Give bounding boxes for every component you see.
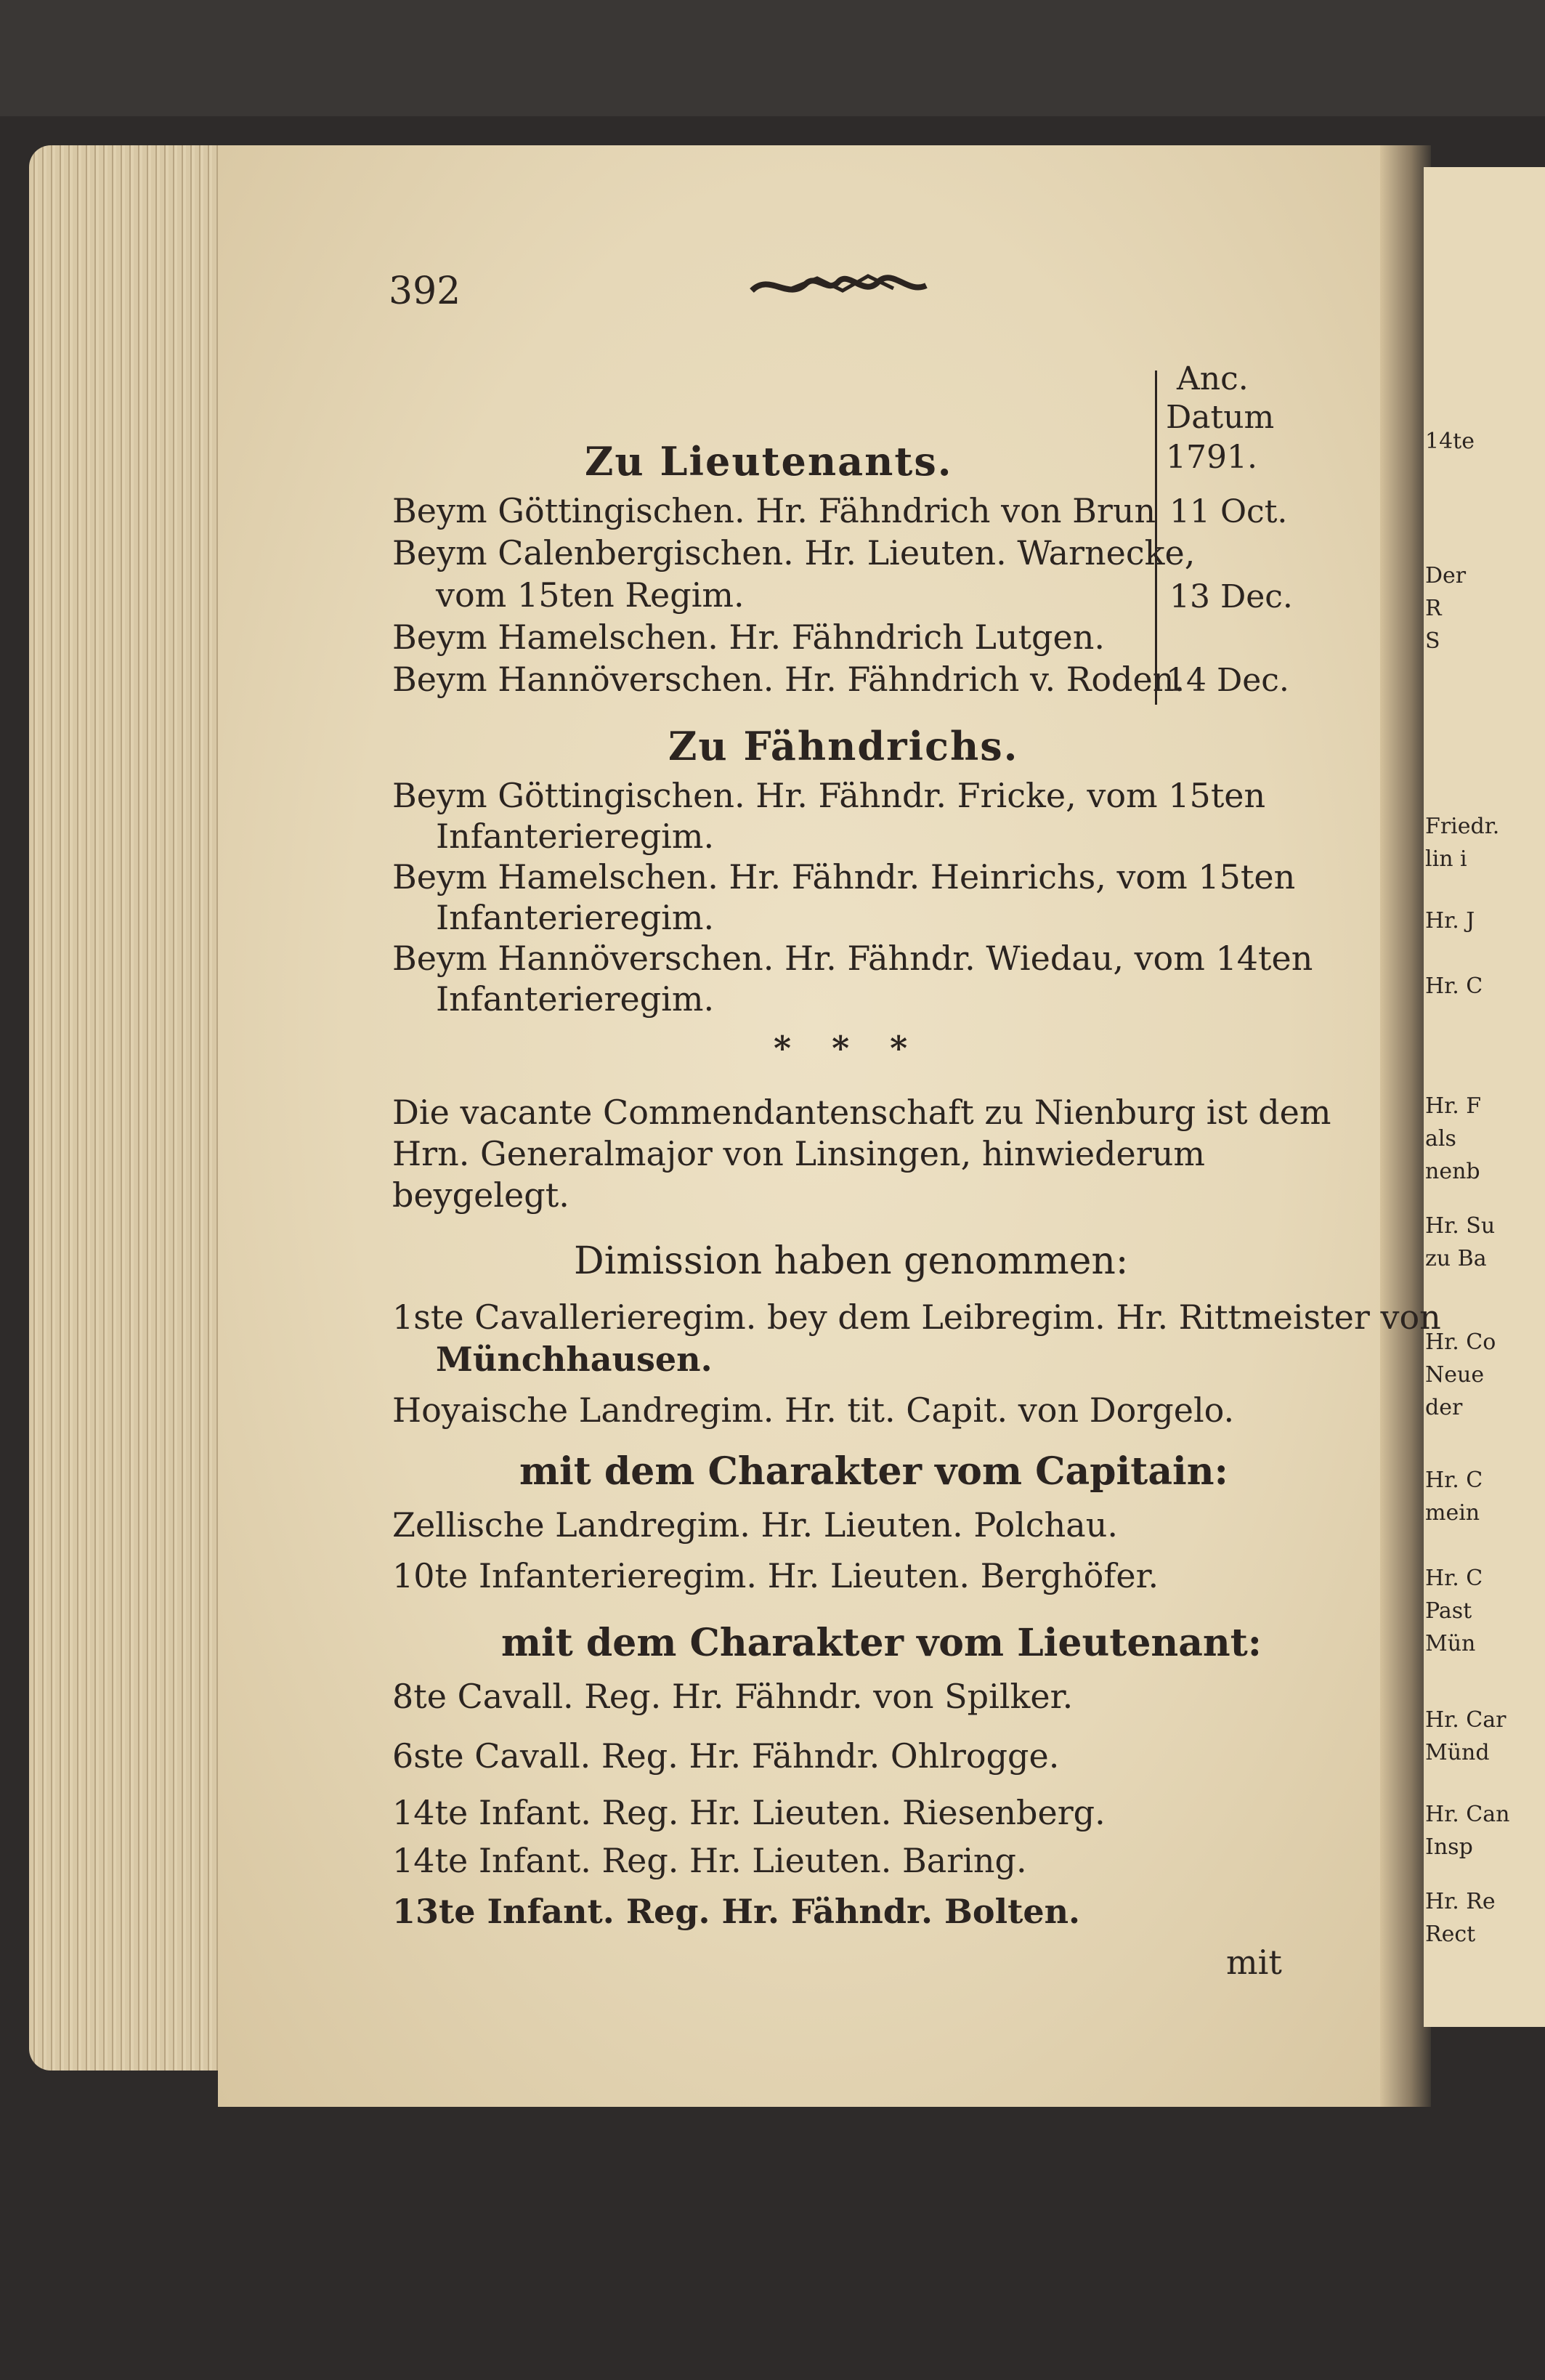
- col-header-anc: Anc.: [1177, 360, 1249, 397]
- next-page-fragment: Hr. C: [1425, 1468, 1483, 1493]
- next-page-fragment: mein: [1425, 1500, 1480, 1526]
- entry-line: Beym Hannöverschen. Hr. Fähndrich v. Roden.: [392, 660, 1185, 699]
- entry-line: Beym Hamelschen. Hr. Fähndr. Heinrichs, vom 15ten: [392, 857, 1296, 896]
- asterism: * * *: [774, 1029, 922, 1068]
- next-page-edge: [1424, 167, 1545, 2027]
- entry-line: Beym Göttingischen. Hr. Fähndrich von Brun: [392, 491, 1156, 530]
- next-page-fragment: Rect: [1425, 1922, 1476, 1947]
- entry-line: 6ste Cavall. Reg. Hr. Fähndr. Ohlrogge.: [392, 1736, 1060, 1776]
- next-page-fragment: lin i: [1425, 846, 1467, 872]
- next-page-fragment: R: [1425, 596, 1442, 621]
- next-page-fragment: Mün: [1425, 1631, 1476, 1656]
- entry-line: vom 15ten Regim.: [436, 575, 745, 615]
- entry-line: 13te Infant. Reg. Hr. Fähndr. Bolten.: [392, 1892, 1081, 1931]
- entry-line: Beym Hannöverschen. Hr. Fähndr. Wiedau, vom 14ten: [392, 939, 1313, 978]
- next-page-fragment: Hr. Re: [1425, 1889, 1496, 1914]
- entry-line: 14te Infant. Reg. Hr. Lieuten. Riesenberg.: [392, 1793, 1106, 1832]
- next-page-fragment: Neue: [1425, 1362, 1485, 1388]
- entry-line: Infanterieregim.: [436, 979, 715, 1019]
- entry-line: 1ste Cavallerieregim. bey dem Leibregim. Hr. Rittmeister von: [392, 1298, 1441, 1337]
- section-heading-capitain: mit dem Charakter vom Capitain:: [519, 1449, 1228, 1494]
- next-page-fragment: Hr. Su: [1425, 1213, 1496, 1239]
- paragraph-line: beygelegt.: [392, 1175, 569, 1215]
- entry-line: Zellische Landregim. Hr. Lieuten. Polchau.: [392, 1505, 1118, 1545]
- entry-line: Münchhausen.: [436, 1340, 713, 1379]
- entry-line: Infanterieregim.: [436, 817, 715, 856]
- ornament-flourish-icon: [748, 265, 930, 309]
- section-heading-lieutenant: mit dem Charakter vom Lieutenant:: [501, 1621, 1262, 1665]
- section-heading-faehndrichs: Zu Fähndrichs.: [668, 723, 1019, 769]
- entry-date: 13 Dec.: [1169, 578, 1293, 615]
- next-page-fragment: Hr. Car: [1425, 1707, 1507, 1733]
- entry-line: Beym Göttingischen. Hr. Fähndr. Fricke, vom 15ten: [392, 776, 1266, 815]
- next-page-fragment: Münd: [1425, 1740, 1490, 1765]
- next-page-fragment: der: [1425, 1395, 1463, 1420]
- next-page-fragment: Der: [1425, 563, 1467, 588]
- paragraph-line: Die vacante Commendantenschaft zu Nienburg ist dem: [392, 1093, 1331, 1132]
- col-header-datum: Datum: [1166, 399, 1275, 436]
- catchword: mit: [1226, 1943, 1282, 1982]
- entry-date: 14 Dec.: [1166, 662, 1289, 699]
- entry-date: 11 Oct.: [1169, 493, 1288, 530]
- paragraph-line: Hrn. Generalmajor von Linsingen, hinwiederum: [392, 1134, 1206, 1173]
- next-page-fragment: Friedr.: [1425, 814, 1500, 839]
- next-page-fragment: Hr. C: [1425, 1566, 1483, 1591]
- next-page-fragment: Insp: [1425, 1834, 1473, 1860]
- next-page-fragment: Hr. C: [1425, 974, 1483, 999]
- entry-line: 10te Infanterieregim. Hr. Lieuten. Berghöfer.: [392, 1556, 1159, 1595]
- next-page-fragment: 14te: [1425, 429, 1475, 454]
- next-page-fragment: Past: [1425, 1598, 1472, 1624]
- next-page-fragment: zu Ba: [1425, 1246, 1487, 1271]
- entry-line: Hoyaische Landregim. Hr. tit. Capit. von Dorgelo.: [392, 1391, 1235, 1430]
- page-edges: [29, 145, 225, 2071]
- entry-line: 8te Cavall. Reg. Hr. Fähndr. von Spilker.: [392, 1677, 1074, 1716]
- next-page-fragment: nenb: [1425, 1159, 1480, 1184]
- next-page-fragment: Hr. Can: [1425, 1802, 1510, 1827]
- next-page-fragment: Hr. Co: [1425, 1329, 1496, 1355]
- entry-line: 14te Infant. Reg. Hr. Lieuten. Baring.: [392, 1841, 1027, 1880]
- next-page-fragment: S: [1425, 628, 1440, 654]
- next-page-fragment: Hr. F: [1425, 1093, 1482, 1119]
- entry-line: Beym Hamelschen. Hr. Fähndrich Lutgen.: [392, 618, 1105, 657]
- col-header-year: 1791.: [1166, 439, 1257, 476]
- section-heading-dimission: Dimission haben genommen:: [574, 1239, 1129, 1283]
- page-number: 392: [389, 270, 461, 313]
- entry-line: Infanterieregim.: [436, 898, 715, 937]
- next-page-fragment: als: [1425, 1126, 1456, 1151]
- section-heading-lieutenants: Zu Lieutenants.: [585, 438, 953, 485]
- next-page-fragment: Hr. J: [1425, 908, 1475, 934]
- entry-line: Beym Calenbergischen. Hr. Lieuten. Warnecke,: [392, 533, 1196, 572]
